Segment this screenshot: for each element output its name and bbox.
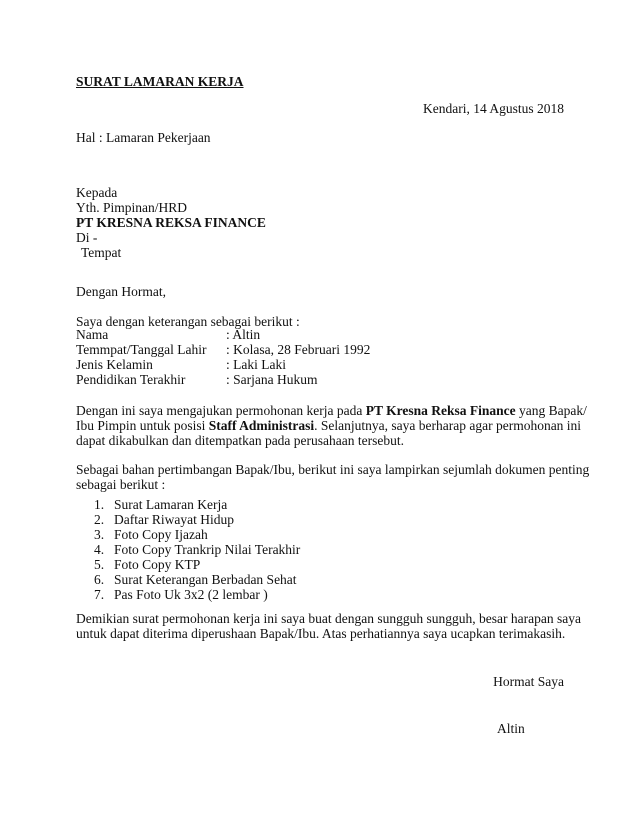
list-number: 3. [94, 527, 105, 542]
place-date: Kendari, 14 Agustus 2018 [423, 101, 564, 116]
list-number: 7. [94, 587, 105, 602]
text-run: Ibu Pimpin untuk posisi [76, 418, 209, 433]
letter-title: SURAT LAMARAN KERJA [76, 74, 244, 89]
list-text: Surat Lamaran Kerja [114, 497, 228, 512]
signer-name: Altin [497, 721, 525, 736]
paragraph-line: Sebagai bahan pertimbangan Bapak/Ibu, berikut ini saya lampirkan sejumlah dokumen penting [76, 462, 590, 477]
list-text: Foto Copy Ijazah [114, 527, 208, 542]
subject-line: Hal : Lamaran Pekerjaan [76, 130, 211, 145]
position-name: Staff Administrasi [208, 418, 315, 433]
recipient-attention: Yth. Pimpinan/HRD [76, 200, 188, 215]
paragraph-line [76, 418, 581, 434]
recipient-location-prefix: Di - [76, 230, 98, 245]
paragraph-line [76, 403, 587, 419]
identity-label: Pendidikan Terakhir [76, 372, 186, 387]
company-name: PT Kresna Reksa Finance [365, 403, 516, 418]
list-number: 2. [94, 512, 105, 527]
identity-intro: Saya dengan keterangan sebagai berikut : [76, 314, 300, 329]
list-text: Surat Keterangan Berbadan Sehat [114, 572, 297, 587]
list-text: Foto Copy KTP [114, 557, 201, 572]
list-text: Foto Copy Trankrip Nilai Terakhir [114, 542, 301, 557]
identity-label: Nama [76, 327, 109, 342]
identity-label: Temmpat/Tanggal Lahir [76, 342, 207, 357]
greeting: Dengan Hormat, [76, 284, 166, 299]
identity-value: : Altin [226, 327, 261, 342]
list-number: 5. [94, 557, 105, 572]
identity-value: : Sarjana Hukum [226, 372, 318, 387]
identity-value: : Laki Laki [226, 357, 286, 372]
identity-label: Jenis Kelamin [76, 357, 153, 372]
identity-value: : Kolasa, 28 Februari 1992 [226, 342, 371, 357]
list-number: 6. [94, 572, 105, 587]
paragraph-line: untuk dapat diterima diperushaan Bapak/Ibu. Atas perhatiannya saya ucapkan terimakasih. [76, 626, 566, 641]
list-text: Daftar Riwayat Hidup [114, 512, 234, 527]
recipient-location: Tempat [81, 245, 122, 260]
list-number: 4. [94, 542, 105, 557]
sign-off: Hormat Saya [493, 674, 564, 689]
list-text: Pas Foto Uk 3x2 (2 lembar ) [114, 587, 268, 602]
recipient-to: Kepada [76, 185, 118, 200]
recipient-company: PT KRESNA REKSA FINANCE [76, 215, 266, 230]
text-run: Dengan ini saya mengajukan permohonan kerja pada [76, 403, 366, 418]
paragraph-line: sebagai berikut : [76, 477, 166, 492]
paragraph-line: dapat dikabulkan dan ditempatkan pada perusahaan tersebut. [76, 433, 405, 448]
paragraph-line: Demikian surat permohonan kerja ini saya buat dengan sungguh sungguh, besar harapan saya [76, 611, 581, 626]
text-run: . Selanjutnya, saya berharap agar permohonan ini [314, 418, 582, 433]
list-number: 1. [94, 497, 105, 512]
text-run: yang Bapak/ [515, 403, 587, 418]
